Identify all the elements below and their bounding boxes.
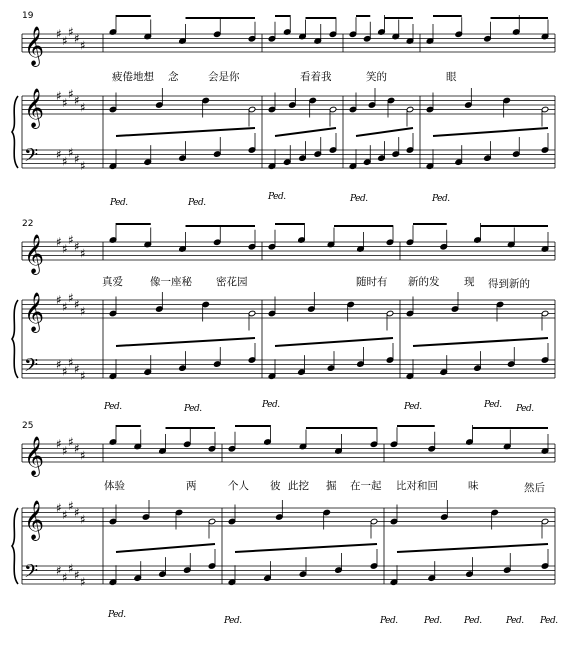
pedal-mark: Ped. — [224, 616, 242, 626]
sharp-sign: ♯ — [80, 246, 86, 261]
lyric: 体验 — [104, 480, 125, 492]
sharp-sign: ♯ — [62, 154, 68, 169]
sharp-sign: ♯ — [74, 362, 80, 376]
bass-clef-icon: 𝄢 — [24, 561, 39, 587]
bass-clef-icon: 𝄢 — [24, 355, 39, 381]
pedal-mark: Ped. — [184, 404, 202, 414]
pedal-mark: Ped. — [108, 610, 126, 620]
pedal-mark: Ped. — [380, 616, 398, 626]
lyric: 新的发 — [408, 276, 440, 288]
sharp-sign: ♯ — [56, 437, 62, 451]
sharp-sign: ♯ — [80, 38, 86, 53]
beam — [356, 128, 413, 136]
brace — [12, 300, 18, 378]
pedal-mark: Ped. — [262, 400, 280, 410]
pedal-mark: Ped. — [540, 616, 558, 626]
lyric: 得到新的 — [488, 278, 530, 290]
treble-clef-icon: 𝄞 — [24, 292, 45, 332]
sharp-sign: ♯ — [68, 86, 74, 101]
beam — [413, 338, 548, 346]
lyric: 此挖 — [288, 480, 309, 492]
sharp-sign: ♯ — [56, 235, 62, 249]
treble-clef-icon: 𝄞 — [24, 26, 45, 66]
lyric: 真爱 — [102, 276, 123, 288]
lyric: 会是你 — [208, 71, 240, 83]
sharp-sign: ♯ — [62, 95, 68, 110]
lyric: 笑的 — [366, 71, 387, 83]
brace — [12, 508, 18, 584]
pedal-mark: Ped. — [484, 400, 502, 410]
sharp-sign: ♯ — [80, 574, 86, 589]
sharp-sign: ♯ — [68, 290, 74, 305]
sharp-sign: ♯ — [62, 299, 68, 314]
sharp-sign: ♯ — [68, 232, 74, 247]
sharp-sign: ♯ — [74, 93, 80, 108]
pedal-mark: Ped. — [110, 198, 128, 208]
sharp-sign: ♯ — [68, 498, 74, 513]
lyric: 眼 — [446, 71, 457, 83]
treble-clef-icon: 𝄞 — [24, 500, 45, 540]
lyric: 随时有 — [356, 276, 388, 288]
beam — [235, 544, 377, 552]
lyric: 现 — [464, 276, 475, 288]
sharp-sign: ♯ — [68, 24, 74, 39]
pedal-mark: Ped. — [188, 198, 206, 208]
lyric: 在一起 — [350, 480, 382, 492]
sharp-sign: ♯ — [56, 293, 62, 307]
lyric: 然后 — [524, 482, 545, 494]
beam — [275, 338, 393, 346]
pedal-mark: Ped. — [268, 192, 286, 202]
measure-number-19: 19 — [22, 11, 34, 21]
sharp-sign: ♯ — [56, 563, 62, 578]
beam — [116, 128, 255, 136]
sharp-sign: ♯ — [80, 448, 86, 463]
brace — [12, 96, 18, 168]
sharp-sign: ♯ — [68, 561, 74, 576]
pedal-mark: Ped. — [404, 402, 422, 412]
sharp-sign: ♯ — [62, 241, 68, 256]
sharp-sign: ♯ — [62, 443, 68, 458]
sharp-sign: ♯ — [62, 507, 68, 522]
lyric: 念 — [168, 71, 179, 83]
sharp-sign: ♯ — [56, 89, 62, 103]
pedal-mark: Ped. — [424, 616, 442, 626]
beam — [433, 128, 548, 136]
treble-clef-icon: 𝄞 — [24, 436, 45, 476]
lyric: 像一座秘 — [150, 276, 192, 288]
measure-number-22: 22 — [22, 219, 34, 229]
lyric: 比对和回 — [396, 480, 438, 492]
lyric: 个人 — [228, 480, 249, 492]
treble-clef-icon: 𝄞 — [24, 234, 45, 274]
lyric: 掘 — [326, 480, 337, 492]
bass-clef-icon: 𝄢 — [24, 145, 39, 171]
sharp-sign: ♯ — [56, 147, 62, 162]
beam — [116, 338, 255, 346]
sharp-sign: ♯ — [74, 568, 80, 582]
lyric: 密花园 — [216, 276, 248, 288]
sharp-sign: ♯ — [74, 239, 80, 254]
sharp-sign: ♯ — [68, 434, 74, 449]
sharp-sign: ♯ — [74, 152, 80, 166]
sharp-sign: ♯ — [62, 33, 68, 48]
sharp-sign: ♯ — [56, 501, 62, 515]
sharp-sign: ♯ — [80, 512, 86, 527]
sharp-sign: ♯ — [80, 304, 86, 319]
sharp-sign: ♯ — [74, 505, 80, 520]
pedal-mark: Ped. — [506, 616, 524, 626]
sharp-sign: ♯ — [80, 158, 86, 173]
sharp-sign: ♯ — [74, 297, 80, 312]
pedal-mark: Ped. — [104, 402, 122, 412]
sharp-sign: ♯ — [68, 145, 74, 160]
sharp-sign: ♯ — [62, 570, 68, 585]
sharp-sign: ♯ — [74, 31, 80, 46]
sharp-sign: ♯ — [74, 441, 80, 456]
sharp-sign: ♯ — [62, 364, 68, 379]
sharp-sign: ♯ — [80, 368, 86, 383]
lyric: 两 — [186, 480, 197, 492]
pedal-mark: Ped. — [432, 194, 450, 204]
beam — [397, 544, 548, 552]
beam — [275, 128, 336, 136]
lyric: 味 — [468, 480, 479, 492]
lyric: 看着我 — [300, 71, 332, 83]
beam — [116, 544, 215, 552]
lyric: 疲倦地想 — [112, 71, 154, 83]
pedal-mark: Ped. — [350, 194, 368, 204]
sharp-sign: ♯ — [56, 357, 62, 372]
lyric: 彼 — [270, 480, 281, 492]
pedal-mark: Ped. — [464, 616, 482, 626]
sharp-sign: ♯ — [80, 100, 86, 115]
pedal-mark: Ped. — [516, 404, 534, 414]
measure-number-25: 25 — [22, 421, 34, 431]
treble-clef-icon: 𝄞 — [24, 88, 45, 128]
sharp-sign: ♯ — [56, 27, 62, 41]
sharp-sign: ♯ — [68, 355, 74, 370]
